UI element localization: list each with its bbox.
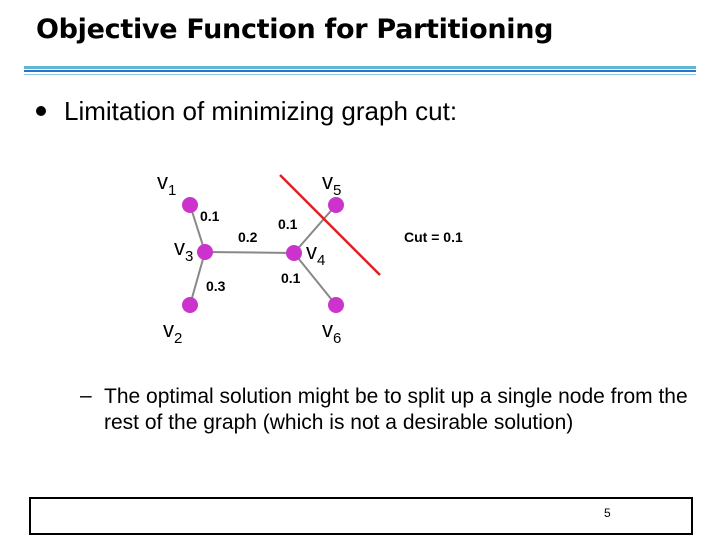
weight-v2-v3: 0.3 [206,278,226,294]
footer-box [29,497,693,535]
label-v6: $v_6$ [322,317,342,347]
node-v6 [328,297,344,313]
node-v1 [182,197,198,213]
cut-label: Cut = 0.1 [404,229,463,245]
weight-v3-v4: 0.2 [238,229,258,245]
label-v1: $v_1$ [157,169,177,199]
label-v2: $v_2$ [163,317,183,347]
label-v4: $v_4$ [306,239,326,269]
node-v3 [197,244,213,260]
label-v5: $v_5$ [322,169,342,199]
weight-v4-v6: 0.1 [281,270,301,286]
bullet-text: Limitation of minimizing graph cut: [64,96,458,126]
node-v5 [328,197,344,213]
sub-bullet-dash: – [80,384,92,407]
edge-v3-v4 [205,252,294,253]
node-v4 [286,245,302,261]
label-v3: $v_3$ [174,235,194,265]
weight-v1-v3: 0.1 [200,208,220,224]
weight-v4-v5: 0.1 [278,216,298,232]
page-number: 5 [604,506,611,520]
node-v2 [182,297,198,313]
sub-bullet-text: The optimal solution might be to split up a single node from the rest of the graph (which is not a desirable solution) [104,385,688,434]
slide-title: Objective Function for Partitioning [36,14,554,45]
